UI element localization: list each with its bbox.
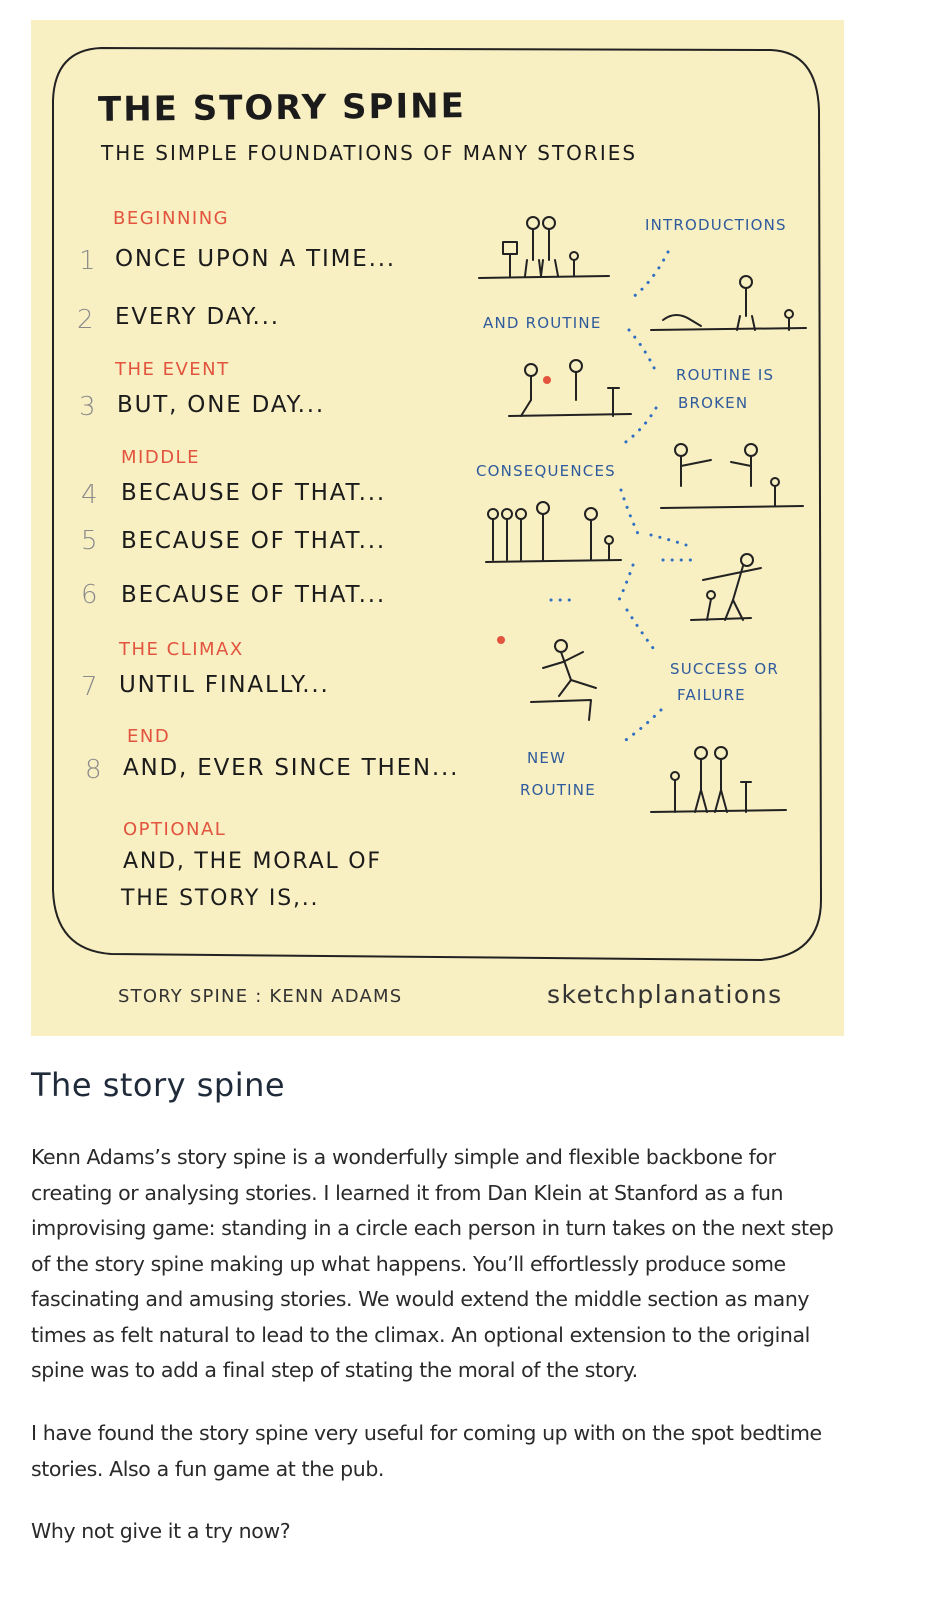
step-text: BUT, ONE DAY... [117,392,326,418]
routine-doodle-icon [651,276,806,330]
family-doodle-icon [479,217,609,278]
section-beginning: BEGINNING [113,208,230,229]
crowd-doodle-icon [486,502,621,562]
step-text: UNTIL FINALLY... [119,672,330,698]
leap-doodle-icon [531,640,596,720]
step-number: 7 [81,672,98,702]
step-number: 8 [85,755,102,785]
step-number: 3 [79,392,96,422]
moral-line-1: AND, THE MORAL OF [123,849,382,874]
section-the-climax: THE CLIMAX [119,639,244,660]
step-number: 1 [79,246,96,276]
section-middle: MIDDLE [121,447,200,468]
annotation-success-or: SUCCESS OR [670,660,779,678]
moral-line-2: THE STORY IS,.. [121,886,320,911]
article-heading: The story spine [31,1066,286,1104]
sketch-subtitle: THE SIMPLE FOUNDATIONS OF MANY STORIES [101,141,638,165]
step-text: BECAUSE OF THAT... [121,528,386,554]
annotation-introductions: INTRODUCTIONS [645,216,787,234]
sketch-title: THE STORY SPINE [97,86,467,130]
section-optional: OPTIONAL [123,819,227,840]
story-doodles [31,20,844,1036]
step-text: BECAUSE OF THAT... [121,480,386,506]
article-paragraph: Why not give it a try now? [31,1519,291,1543]
article-paragraph: Kenn Adams’s story spine is a wonderfully simple and flexible backbone for creating or analysing stories. I learned it from Dan Klein at Stanford as a fun improvising game: standing in a circle each person in turn takes on the next step of the story spine making up what happens. You’ll effortlessly produce some fascinating and amusing stories. We would extend the middle section as many times as felt natural to lead to the climax. An optional extension to the original spine was to add a final step of stating the moral of the story. [31,1145,834,1382]
annotation-and-routine: AND ROUTINE [483,314,602,332]
family-ending-doodle-icon [651,747,786,812]
annotation-new: NEW [527,749,567,767]
story-spine-illustration [31,20,844,1036]
annotation-failure: FAILURE [677,686,746,704]
event-doodle-icon [509,360,631,416]
annotation-consequences: CONSEQUENCES [476,462,616,480]
section-the-event: THE EVENT [115,359,230,380]
brand-logo: sketchplanations [547,980,783,1009]
section-end: END [127,726,171,747]
step-text: AND, EVER SINCE THEN... [123,755,460,781]
article-paragraph: I have found the story spine very useful for coming up with on the spot bedtime stories. Also a fun game at the pub. [31,1421,822,1481]
step-number: 6 [81,580,98,610]
step-number: 2 [77,305,94,335]
step-text: ONCE UPON A TIME... [115,246,396,272]
article-body [31,1066,834,1543]
credit-text: STORY SPINE : KENN ADAMS [118,986,403,1007]
traveler-doodle-icon [691,554,761,620]
step-number: 5 [81,526,98,556]
step-text: EVERY DAY... [115,304,280,330]
annotation-routine: ROUTINE [520,781,596,799]
annotation-routine-is: ROUTINE IS [676,366,775,384]
step-number: 4 [81,480,98,510]
annotation-broken: BROKEN [678,394,749,412]
step-text: BECAUSE OF THAT... [121,582,386,608]
consequence-doodle-icon [661,444,803,508]
